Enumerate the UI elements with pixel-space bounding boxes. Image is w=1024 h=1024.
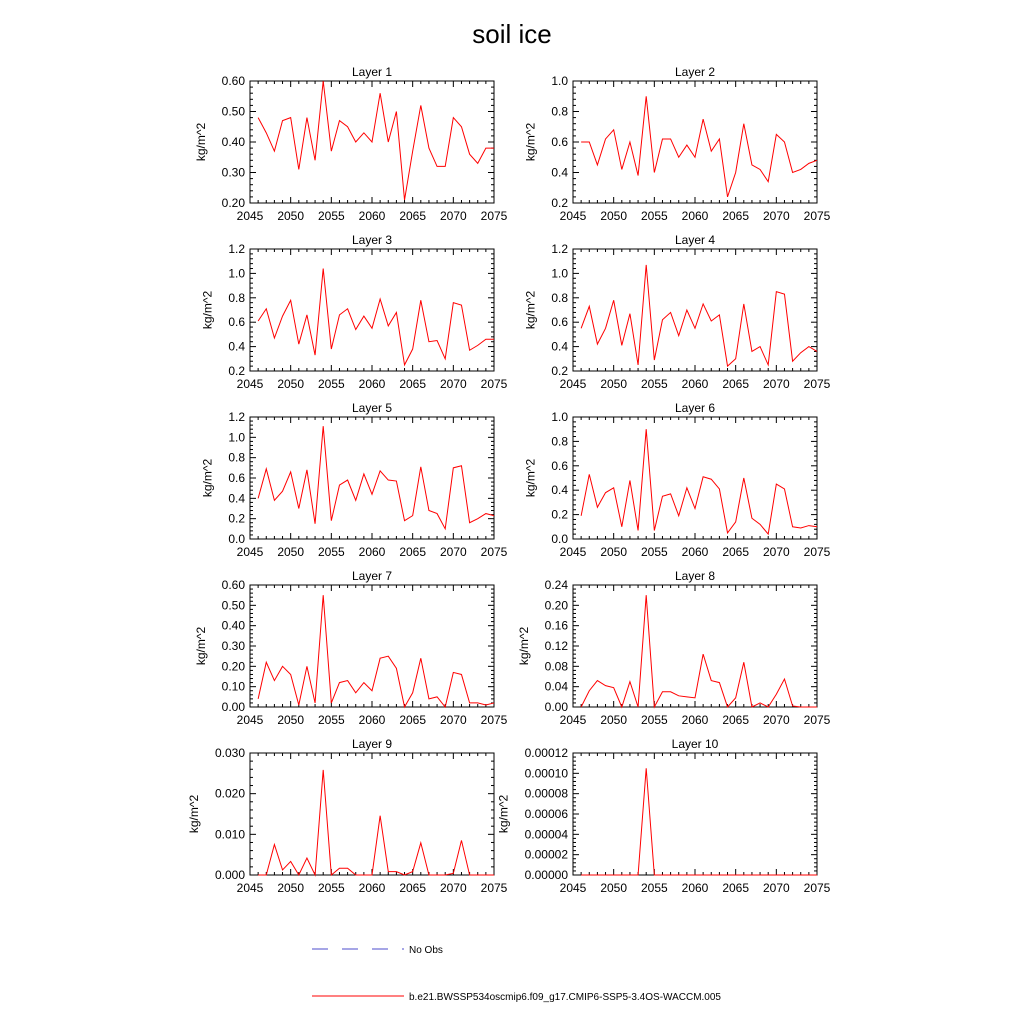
series-line-layer-3 (258, 269, 494, 365)
panel-title-layer-6: Layer 6 (674, 401, 716, 415)
y-tick-label: 0.20 (221, 196, 245, 210)
x-tick-label: 2050 (277, 209, 305, 223)
y-tick-label: 0.000 (214, 868, 245, 882)
x-tick-label: 2060 (681, 377, 709, 391)
x-tick-label: 2070 (762, 377, 790, 391)
y-tick-label: 1.2 (228, 242, 245, 256)
y-tick-label: 0.08 (544, 659, 568, 674)
x-tick-label: 2065 (722, 881, 750, 895)
x-tick-label: 2070 (439, 881, 467, 895)
series-line-layer-10 (581, 768, 817, 875)
figure-title: soil ice (472, 19, 552, 49)
y-tick-label: 0.020 (214, 786, 245, 801)
y-tick-label: 0.0 (551, 532, 568, 546)
legend-series-label: b.e21.BWSSP534oscmip6.f09_g17.CMIP6-SSP5-3.4OS-WACCM.005 (409, 992, 721, 1003)
y-tick-label: 0.12 (544, 639, 568, 653)
y-tick-label: 1.0 (228, 266, 245, 281)
x-tick-label: 2065 (399, 545, 427, 559)
panel-title-layer-3: Layer 3 (351, 233, 393, 247)
x-tick-label: 2055 (640, 377, 668, 391)
x-tick-label: 2075 (480, 713, 508, 727)
y-tick-label: 0.00 (544, 700, 568, 714)
y-tick-label: 0.00008 (524, 786, 568, 801)
y-tick-label: 1.0 (228, 430, 245, 445)
series-line-layer-5 (258, 426, 494, 529)
x-tick-label: 2065 (722, 713, 750, 727)
series-line-layer-7 (258, 595, 494, 707)
x-tick-label: 2065 (722, 209, 750, 223)
y-tick-label: 0.8 (551, 290, 568, 305)
panel-layer-7 (194, 569, 508, 727)
x-tick-label: 2075 (480, 209, 508, 223)
y-tick-label: 0.010 (214, 827, 245, 842)
y-tick-label: 0.60 (221, 578, 245, 592)
y-axis-label: kg/m^2 (523, 290, 538, 330)
panel-layer-9 (187, 737, 511, 895)
series-line-layer-6 (581, 429, 817, 534)
y-tick-label: 0.20 (221, 659, 245, 674)
y-tick-label: 0.4 (228, 491, 245, 506)
x-tick-label: 2065 (722, 545, 750, 559)
x-tick-label: 2070 (762, 545, 790, 559)
x-tick-label: 2055 (317, 377, 345, 391)
x-tick-label: 2070 (439, 545, 467, 559)
y-tick-label: 0.030 (214, 746, 245, 760)
panel-title-layer-4: Layer 4 (674, 233, 716, 247)
x-tick-label: 2075 (480, 545, 508, 559)
x-tick-label: 2070 (762, 713, 790, 727)
x-tick-label: 2045 (559, 377, 587, 391)
y-tick-label: 0.00002 (524, 847, 568, 862)
y-tick-label: 0.50 (221, 104, 245, 119)
panel-layer-10 (496, 737, 830, 895)
x-tick-label: 2045 (236, 881, 264, 895)
x-tick-label: 2070 (439, 209, 467, 223)
panel-title-layer-7: Layer 7 (351, 569, 393, 583)
y-axis-label: kg/m^2 (187, 794, 201, 834)
plot-frame (573, 81, 817, 203)
x-tick-label: 2070 (439, 713, 467, 727)
y-tick-label: 0.00000 (524, 868, 568, 882)
x-tick-label: 2065 (399, 881, 427, 895)
x-tick-label: 2065 (399, 713, 427, 727)
y-tick-label: 0.40 (221, 618, 245, 633)
y-axis-label: kg/m^2 (200, 458, 215, 498)
panel-layer-6 (524, 401, 831, 559)
y-tick-label: 0.04 (544, 679, 568, 694)
x-tick-label: 2055 (640, 881, 668, 895)
y-tick-label: 0.4 (551, 483, 568, 498)
y-tick-label: 0.2 (551, 507, 568, 522)
x-tick-label: 2055 (317, 713, 345, 727)
x-tick-label: 2060 (358, 209, 386, 223)
x-tick-label: 2075 (803, 377, 831, 391)
y-tick-label: 1.2 (551, 242, 568, 256)
y-tick-label: 0.4 (551, 339, 568, 354)
x-tick-label: 2075 (803, 881, 831, 895)
y-tick-label: 0.8 (228, 450, 245, 465)
y-axis-label: kg/m^2 (200, 290, 215, 330)
x-tick-label: 2055 (640, 713, 668, 727)
x-tick-label: 2075 (803, 209, 831, 223)
y-tick-label: 0.10 (221, 679, 245, 694)
x-tick-label: 2060 (358, 377, 386, 391)
y-tick-label: 0.2 (228, 364, 245, 378)
plot-frame (250, 417, 494, 539)
x-tick-label: 2045 (559, 209, 587, 223)
y-axis-label: kg/m^2 (523, 458, 538, 498)
y-tick-label: 0.6 (228, 315, 245, 330)
plot-frame (573, 585, 817, 707)
y-tick-label: 0.2 (551, 364, 568, 378)
x-tick-label: 2055 (640, 545, 668, 559)
x-tick-label: 2060 (681, 713, 709, 727)
y-tick-label: 0.50 (221, 598, 245, 613)
x-tick-label: 2070 (762, 881, 790, 895)
panel-layer-4 (524, 233, 831, 391)
panel-title-layer-5: Layer 5 (351, 401, 393, 415)
x-tick-label: 2050 (277, 713, 305, 727)
series-line-layer-9 (258, 770, 494, 875)
y-tick-label: 0.8 (551, 434, 568, 449)
x-tick-label: 2075 (803, 713, 831, 727)
y-tick-label: 0.6 (551, 458, 568, 473)
y-tick-label: 0.30 (221, 165, 245, 180)
y-axis-label: kg/m^2 (496, 794, 511, 834)
legend (312, 945, 721, 1003)
x-tick-label: 2050 (600, 713, 628, 727)
x-tick-label: 2060 (358, 713, 386, 727)
y-tick-label: 0.16 (544, 618, 568, 633)
x-tick-label: 2045 (236, 377, 264, 391)
series-line-layer-2 (581, 96, 817, 197)
x-tick-label: 2075 (480, 377, 508, 391)
panel-title-layer-2: Layer 2 (674, 65, 716, 79)
x-tick-label: 2060 (681, 881, 709, 895)
panel-title-layer-1: Layer 1 (351, 65, 393, 79)
x-tick-label: 2065 (399, 377, 427, 391)
y-tick-label: 0.4 (551, 165, 568, 180)
y-tick-label: 1.0 (551, 74, 568, 88)
y-tick-label: 0.6 (551, 135, 568, 149)
y-tick-label: 0.6 (551, 315, 568, 330)
x-tick-label: 2060 (681, 209, 709, 223)
y-tick-label: 0.00010 (524, 766, 568, 781)
panel-layer-5 (201, 401, 508, 559)
y-tick-label: 0.00012 (524, 746, 568, 760)
series-line-layer-1 (258, 81, 494, 200)
series-line-layer-4 (581, 265, 817, 366)
plot-frame (573, 249, 817, 371)
x-tick-label: 2055 (317, 881, 345, 895)
legend-no-obs-label: No Obs (409, 945, 443, 956)
x-tick-label: 2055 (317, 545, 345, 559)
y-tick-label: 0.24 (544, 578, 568, 592)
x-tick-label: 2065 (722, 377, 750, 391)
y-axis-label: kg/m^2 (193, 626, 208, 666)
y-tick-label: 0.0 (228, 532, 245, 546)
y-tick-label: 0.00006 (524, 807, 568, 821)
x-tick-label: 2060 (358, 545, 386, 559)
panels-group (187, 65, 831, 895)
x-tick-label: 2060 (681, 545, 709, 559)
panel-layer-2 (524, 65, 831, 223)
y-tick-label: 1.0 (551, 410, 568, 424)
x-tick-label: 2050 (277, 377, 305, 391)
plot-frame (573, 753, 817, 875)
x-tick-label: 2045 (236, 545, 264, 559)
panel-layer-1 (194, 65, 508, 223)
x-tick-label: 2045 (236, 209, 264, 223)
x-tick-label: 2055 (640, 209, 668, 223)
x-tick-label: 2055 (317, 209, 345, 223)
y-tick-label: 0.6 (228, 471, 245, 485)
x-tick-label: 2050 (600, 545, 628, 559)
x-tick-label: 2050 (600, 377, 628, 391)
y-axis-label: kg/m^2 (523, 122, 538, 162)
x-tick-label: 2070 (439, 377, 467, 391)
x-tick-label: 2045 (559, 713, 587, 727)
y-axis-label: kg/m^2 (516, 626, 531, 666)
y-tick-label: 0.60 (221, 74, 245, 88)
y-tick-label: 0.20 (544, 598, 568, 613)
x-tick-label: 2070 (762, 209, 790, 223)
x-tick-label: 2045 (559, 545, 587, 559)
y-tick-label: 0.8 (228, 290, 245, 305)
y-tick-label: 0.00004 (524, 827, 568, 842)
x-tick-label: 2050 (600, 209, 628, 223)
y-tick-label: 0.2 (228, 511, 245, 526)
panel-title-layer-9: Layer 9 (351, 737, 393, 751)
x-tick-label: 2065 (399, 209, 427, 223)
panel-layer-3 (201, 233, 508, 391)
x-tick-label: 2050 (277, 881, 305, 895)
x-tick-label: 2045 (236, 713, 264, 727)
y-tick-label: 0.4 (228, 339, 245, 354)
y-tick-label: 0.30 (221, 639, 245, 653)
y-tick-label: 1.2 (228, 410, 245, 424)
panel-title-layer-10: Layer 10 (671, 737, 719, 751)
x-tick-label: 2075 (803, 545, 831, 559)
y-tick-label: 0.40 (221, 135, 245, 149)
plot-frame (573, 417, 817, 539)
y-axis-label: kg/m^2 (193, 122, 208, 162)
x-tick-label: 2050 (600, 881, 628, 895)
x-tick-label: 2050 (277, 545, 305, 559)
y-tick-label: 0.8 (551, 104, 568, 119)
x-tick-label: 2045 (559, 881, 587, 895)
x-tick-label: 2060 (358, 881, 386, 895)
y-tick-label: 0.2 (551, 196, 568, 210)
panel-title-layer-8: Layer 8 (674, 569, 716, 583)
y-tick-label: 1.0 (551, 266, 568, 281)
series-line-layer-8 (581, 595, 817, 707)
plot-frame (250, 249, 494, 371)
x-tick-label: 2075 (480, 881, 508, 895)
panel-layer-8 (517, 569, 831, 727)
y-tick-label: 0.00 (221, 700, 245, 714)
